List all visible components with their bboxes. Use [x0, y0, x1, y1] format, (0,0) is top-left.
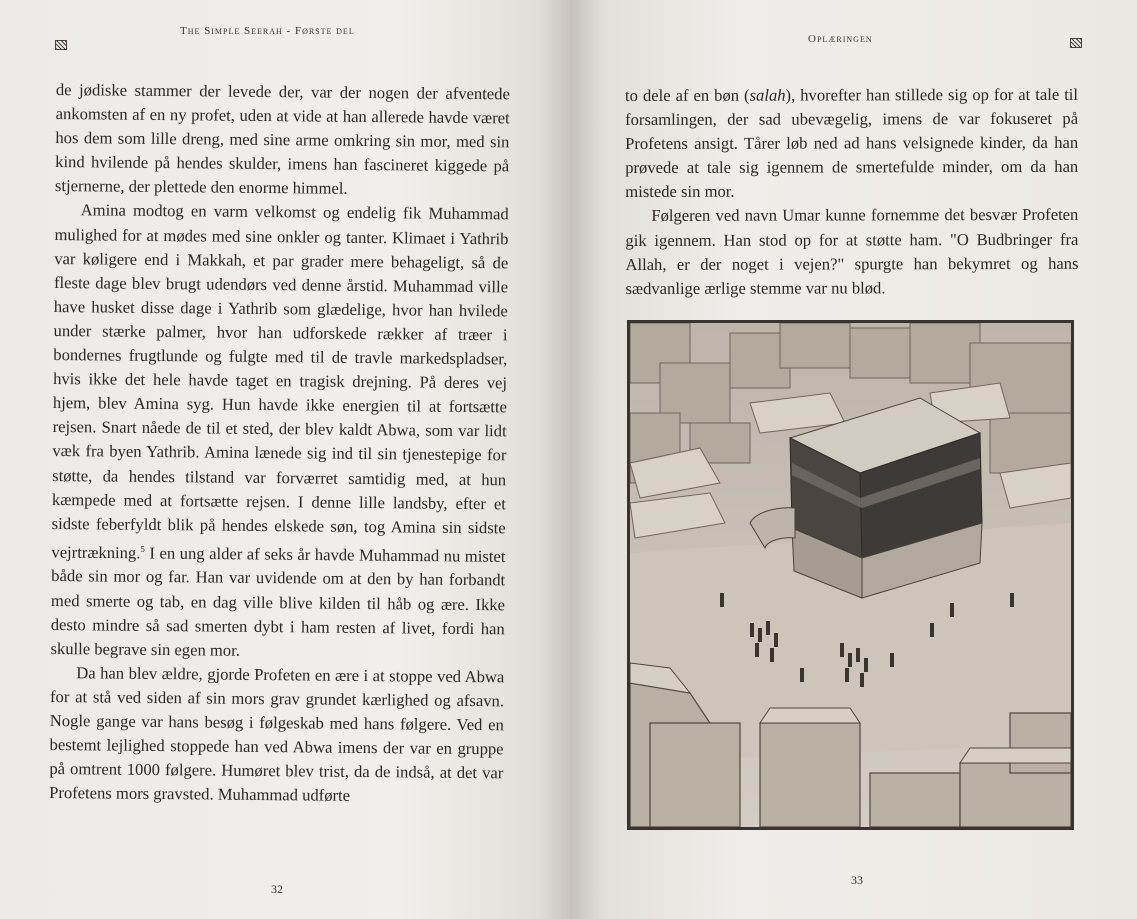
- left-page-number: 32: [271, 882, 283, 896]
- kaaba-illustration: [627, 320, 1074, 830]
- right-page-number: 33: [851, 873, 863, 887]
- right-paragraph-1-start: to dele af en bøn (: [625, 85, 750, 105]
- left-paragraph-2: [50, 198, 508, 665]
- left-paragraph-3: Da han blev ældre, gjorde Profeten en ære i at stoppe ved Abwa for at stå ved siden af sin mors grav grundet kærlighed og afsavn. Nogle gange var hans besøg i følgeskab med hans følgere. Ved en bestemt lejlighed stoppede han ved Abwa imens der var en gruppe på omtrent 1000 følgere. Humøret blev trist, da de indså, at det var Profetens mors gravsted. Muhammad udførte: [49, 663, 505, 806]
- right-body-text: [625, 83, 1079, 301]
- right-running-head: Oplæringen: [808, 33, 873, 45]
- ornament-icon: [55, 40, 67, 50]
- left-running-head: The Simple Seerah - Første del: [180, 25, 355, 37]
- right-paragraph-1-end: ), hvorefter han stillede sig op for at tale til forsamlingen, der sad ubevægelig, imens de var fokuseret på Profetens ansigt. Tårer løb ned ad hans velsignede kinder, da han prøvede at tale sig igennem de smertefulde minder, om da han mistede sin mor.: [625, 84, 1079, 202]
- left-paragraph-1: de jødiske stammer der levede der, var der nogen der afventede ankomsten af en ny profet, uden at vide at han allerede havde været hos dem som lille dreng, med sine arme omkring sin mor, med sin kind hvilende på hendes skulder, imens han fascineret kiggede på stjernerne, der plettede den enorme himmel.: [54, 79, 510, 199]
- ornament-icon: [1070, 38, 1082, 48]
- kaaba-scene: [630, 323, 1071, 827]
- left-paragraph-2-text: Amina modtog en varm velkomst og endelig fik Muhammad mulighed for at mødes med sine onkler og tanter. Klimaet i Yathrib var køligere end i Makkah, et par grader mere behageligt, så de fleste dage blev brugt udendørs ved denne årstid. Muhammad ville have husket disse dage i Yathrib som glædelige, hvor han hvilede under stærke palmer, hvor han udforskede rækker af træer i bondernes frugtlunde og fulgte med til de travle markedspladser, hvis ikke det hele havde taget en tragisk drejning. På deres vej hjem, blev Amina syg. Hun havde ikke energien til at fortsætte rejsen. Snart nåede de til et sted, der blev kaldt Abwa, som var lidt væk fra byen Yathrib. Amina lænede sig ind til sin tjenestepige for støtte, da hendes tilstand var forværret samtidig med, at hun kæmpede med at fortsætte rejsen. I denne lille landsby, efter et sidste feberfyldt blik på hendes elskede søn, tog Amina sin sidste vejrtrækning.: [51, 200, 509, 563]
- salah-italic: salah: [749, 85, 786, 105]
- right-paragraph-2: Følgeren ved navn Umar kunne fornemme det besvær Profeten gik igennem. Han stod op for at støtte ham. "O Budbringer fra Allah, er der noget i vejen?" spurgte han bekymret og hans sædvanlige ærlige stemme var nu blød.: [625, 205, 1079, 298]
- left-paragraph-2-continuation: I en ung alder af seks år havde Muhammad nu mistet både sin mor og far. Han var uvidende om at den by han forbandt med smerte og tab, en dag ville blive kilden til håb og ære. Ikke desto mindre så sad smerten dybt i ham resten af livet, fordi han skulle begrave sin egen mor.: [50, 543, 506, 660]
- left-body-text: [49, 78, 510, 810]
- right-paragraph-1: [625, 83, 1078, 205]
- footnote-reference: 5: [140, 543, 145, 554]
- right-page: [570, 0, 1137, 919]
